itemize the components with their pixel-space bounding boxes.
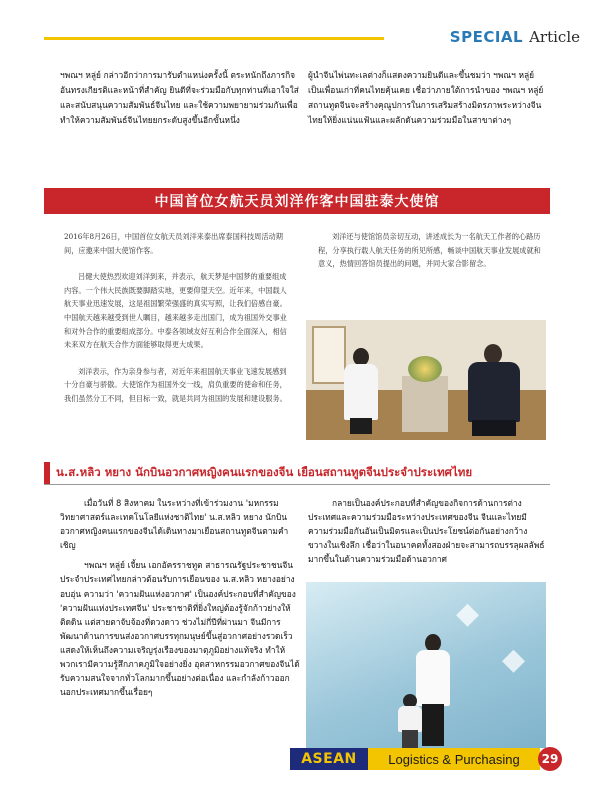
section-header (0, 28, 594, 48)
headline-underline (44, 484, 550, 485)
section-label-article: Article (529, 28, 580, 46)
chinese-paragraph: 2016年8月26日，中国首位女航天员刘洋来泰出席泰国科技周活动期间，应邀来中国大使馆作客。 (64, 232, 283, 255)
chinese-headline-banner (44, 188, 550, 214)
photo-person-astronaut (344, 348, 378, 434)
intro-thai-right: ผู้นำจีนไพ่นทะเลต่างก็แสดงความยินดีและขึ้นชมว่า ฯพณฯ หลู่ย์เป็นเพื่อนเก่าที่คนไทยคุ้นเคย เชื่อว่าภายใต้การนำของ ฯพณฯ หลู่ย์ สถานทูตจีนจะสร้างคุณูปการในการเสริมสร้างมิตรภาพระหว่างจีนไทยให้ยิ่งแน่นแฟ้นและผลักดันความร่วมมือในสาขาต่างๆ (308, 70, 544, 125)
thai-paragraph: กลายเป็นองค์ประกอบที่สำคัญของกิจการด้านการต่างประเทศและความร่วมมือระหว่างประเทศของจีน จีนและไทยมีความร่วมมือกันอันเป็นมิตรและเป็นประโยชน์ต่อกันอย่างกว้างขวางในเชิงลึก เชื่อว่าในอนาคตทั้งสองฝ่ายจะสามารถบรรลุผลลัพธ์มากขึ้นในด้านความร่วมมือด้านอวกาศ (308, 498, 545, 565)
page-number-badge (538, 747, 562, 771)
astronaut-event-photo (306, 582, 546, 748)
chinese-paragraph: 吕健大使热烈欢迎刘洋到来，并表示，航天梦是中国梦的重要组成内容。一个伟大民族既要脚踏实地，更要仰望天空。近年来，中国载人航天事业迅速发展，这是祖国繁荣强盛的真实写照，让我们倍感自豪。中国航天越来越受到世人瞩目，越来越多走出国门，成为祖国外交事业和对外合作的重要组成部分。中泰各领域友好互利合作全面深入，相信未来双方在航天合作方面能够取得更大成果。 (64, 272, 287, 350)
backdrop-decoration: ◆ (456, 596, 480, 631)
photo-person-ambassador (468, 344, 520, 436)
thai-headline-banner (44, 462, 550, 484)
thai-article-left-column (60, 496, 300, 705)
chinese-paragraph: 刘洋还与使馆馆员亲切互动，讲述成长为一名航天工作者的心路历程，分享执行载人航天任务的所见所感，畅谈中国航天事业发展成就和意义，热情回答馆员提出的问题，并同大家合影留念。 (318, 232, 541, 269)
headline-accent-bar (44, 462, 50, 484)
chinese-article-right-column (318, 230, 546, 284)
ambassador-meeting-photo (306, 320, 546, 440)
chinese-article-left-column (64, 230, 292, 419)
backdrop-decoration: ◆ (502, 642, 526, 677)
page-number: 29 (541, 752, 559, 766)
thai-article-right-column (308, 496, 546, 572)
thai-paragraph: เมื่อวันที่ 8 สิงหาคม ในระหว่างที่เข้าร่วมงาน 'มหกรรมวิทยาศาสตร์และเทคโนโลยีแห่งชาติไทย' น.ส.หลิว หยาง นักบินอวกาศหญิงคนแรกของจีนได้เดินทางมาเยือนสถานทูตจีนตามคำเชิญ (60, 498, 289, 551)
chinese-headline: 中国首位女航天员刘洋作客中国驻泰大使馆 (154, 194, 440, 210)
page-footer (290, 748, 576, 770)
intro-thai-left: ฯพณฯ หลู่ย์ กล่าวอีกว่าการมารับตำแหน่งครั้งนี้ ตระหนักถึงภารกิจอันทรงเกียรติและหน้าที่สำคัญ ยินดีที่จะร่วมมือกับทุกท่านที่เอาใจใส่และสนับสนุนความสัมพันธ์จีนไทย และใช้ความพยายามร่วมกันเพื่อทำให้ความสัมพันธ์จีนไทยยกระดับสูงขึ้นอีกขั้นหนึ่ง (60, 70, 299, 125)
thai-headline: น.ส.หลิว หยาง นักบินอวกาศหญิงคนแรกของจีน เยือนสถานทูตจีนประจำประเทศไทย (56, 465, 473, 479)
chinese-paragraph: 刘洋表示，作为亲身参与者，对近年来祖国航天事业飞速发展感到十分自豪与骄傲。大使馆作为祖国外交一线，肩负重要的使命和任务，我们虽然分工不同，但目标一致，就是共同为祖国的发展和建设服务。 (64, 366, 287, 403)
footer-magazine-block (368, 748, 540, 770)
thai-paragraph: ฯพณฯ หลู่ย์ เจี้ยน เอกอัครราชทูต สาธารณรัฐประชาชนจีนประจำประเทศไทยกล่าวต้อนรับการเยือนของ น.ส.หลิว หยางอย่างอบอุ่น ความว่า 'ความฝันแห่งอวกาศ' เป็นองค์ประกอบที่สำคัญของ 'ความฝันแห่งประเทศจีน' ประชาชาติที่ยิ่งใหญ่ต้องรู้จักก้าวย่างให้ติดดิน แต่สายตาจับจ้องที่ดวงดาว ช่วงไม่กี่ปีที่ผ่านมา จีนมีการพัฒนาด้านการขนส่งอวกาศบรรทุกมนุษย์ขึ้นสู่อวกาศอย่างรวดเร็ว แสดงให้เห็นถึงความเจริญรุ่งเรืองของมาตุภูมิอย่างแท้จริง ทำให้พวกเรามีความรู้สึกภาคภูมิใจอย่างยิ่ง อุตสาหกรรมอวกาศของจีนได้รับความสนใจจากทั่วโลกมากขึ้นอย่างต่อเนื่อง และกำลังก้าวออกนอกประเทศมากขึ้นเรื่อยๆ (60, 560, 300, 698)
photo-person-child (398, 694, 422, 748)
photo-window (312, 326, 346, 384)
section-label-special: SPECIAL (449, 28, 524, 46)
photo-flower-arrangement (408, 356, 442, 382)
photo-side-table (402, 376, 448, 432)
footer-asean-block (290, 748, 368, 770)
footer-asean-label: ASEAN (301, 751, 357, 767)
header-divider (44, 37, 384, 40)
section-title (450, 28, 580, 48)
footer-magazine-name: Logistics & Purchasing (388, 751, 520, 767)
